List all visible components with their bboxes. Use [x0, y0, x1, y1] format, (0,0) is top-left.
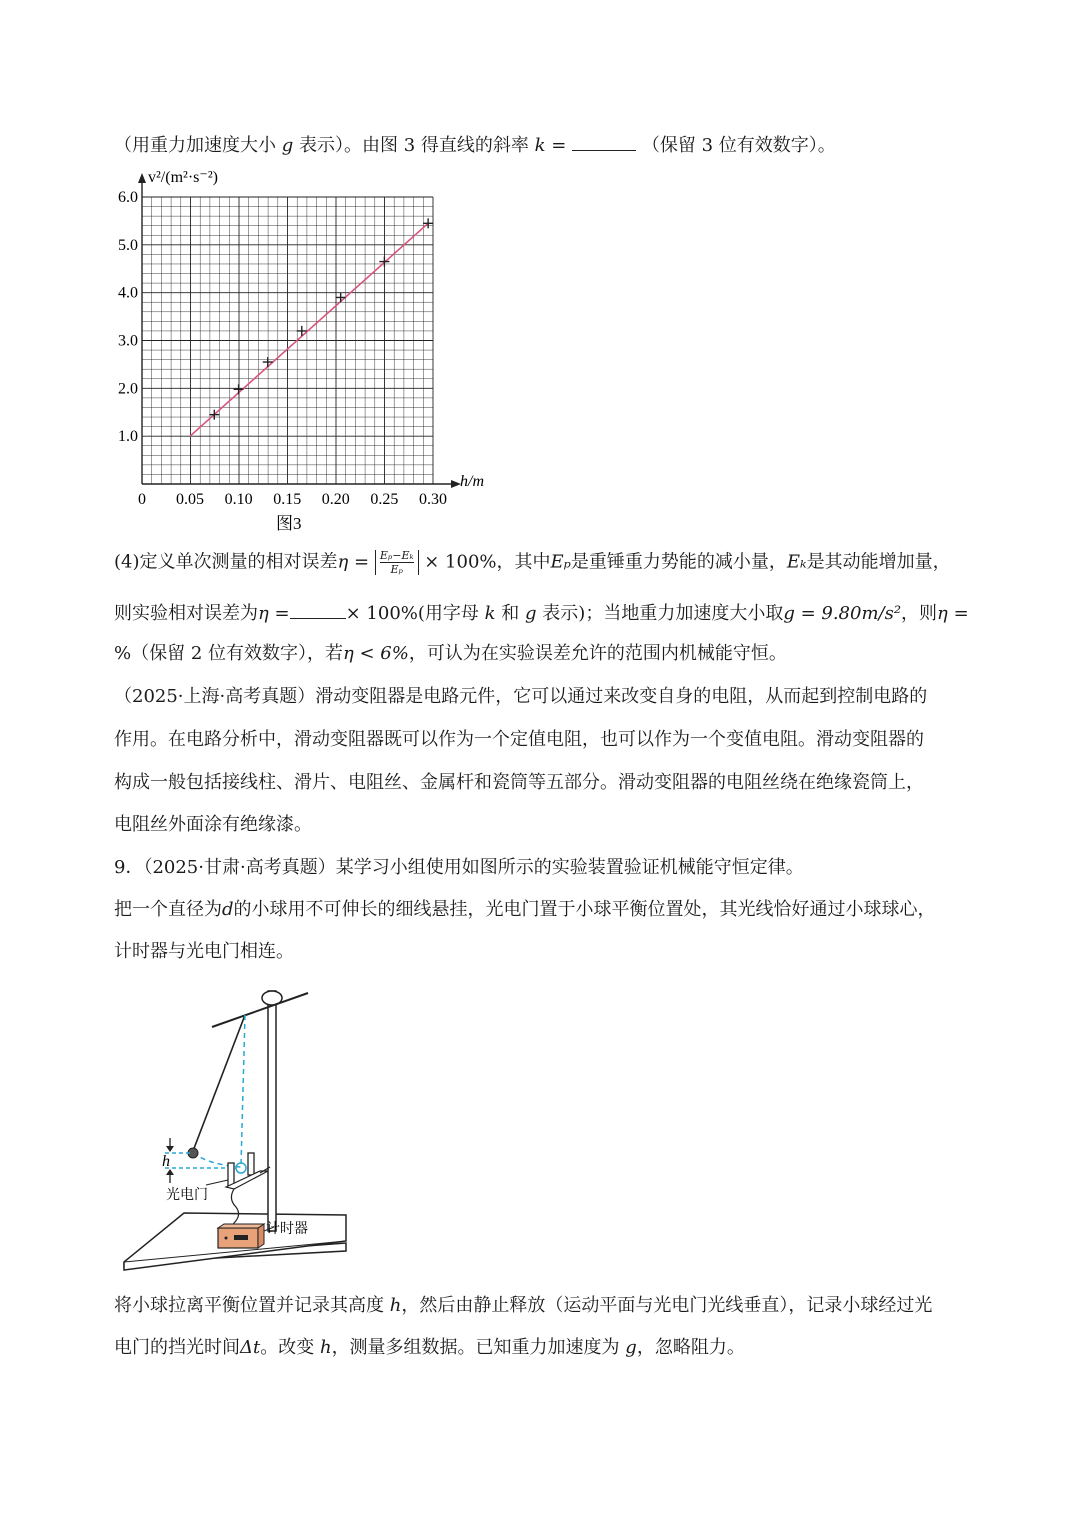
y-tick-label: 2.0	[118, 380, 138, 398]
text-segment: =	[348, 551, 375, 573]
data-point	[336, 292, 346, 302]
text-segment: ，忽略阻力。	[636, 1337, 745, 1358]
q4-line-2	[114, 600, 969, 626]
text-segment: =	[551, 135, 567, 156]
data-point	[263, 357, 273, 367]
text-segment: 把一个直径为	[114, 899, 222, 920]
text-segment: 则实验相对误差为	[114, 603, 258, 624]
symbol-dt: Δt	[240, 1337, 261, 1358]
symbol-ek: Eₖ	[786, 551, 807, 573]
text-segment: (4)定义单次测量的相对误差	[114, 551, 338, 573]
text-segment: × 100%(用字母	[345, 603, 479, 624]
data-point	[297, 326, 307, 336]
q9-line-2: 计时器与光电门相连。	[114, 941, 294, 962]
text-segment: 和	[501, 603, 520, 624]
g-value: g = 9.80m/s²	[783, 603, 902, 624]
text-segment: %（保留 2 位有效数字），若	[114, 643, 343, 664]
suspension-rod	[212, 993, 308, 1027]
y-tick-label: 6.0	[118, 189, 138, 206]
text-segment: =	[947, 603, 969, 624]
symbol-h: h	[319, 1337, 332, 1358]
y-tick-label: 4.0	[118, 284, 138, 302]
text-segment: 将小球拉离平衡位置并记录其高度	[114, 1295, 384, 1316]
text-segment: （保留 3 位有效数字）。	[641, 135, 836, 156]
equilibrium-line	[241, 1015, 245, 1165]
chart-title: 图3	[276, 514, 302, 533]
relative-error-fraction	[375, 550, 419, 575]
bottom-line-1	[114, 1294, 932, 1318]
symbol-g: g	[525, 603, 537, 624]
text-segment: ，可认为在实验误差允许的范围内机械能守恒。	[408, 643, 787, 664]
symbol-k: k	[484, 603, 496, 624]
answer-blank[interactable]	[572, 132, 636, 151]
symbol-k: k	[534, 135, 546, 156]
symbol-d: d	[222, 899, 234, 920]
q4-line-3	[114, 642, 787, 666]
text-segment: =	[268, 603, 290, 624]
ball-equilibrium	[236, 1163, 246, 1173]
q4-line-1	[114, 550, 951, 575]
q9-header: 9．（2025·甘肃·高考真题）某学习小组使用如图所示的实验装置验证机械能守恒定律。	[114, 857, 804, 878]
bottom-line-2	[114, 1336, 745, 1360]
text-segment: 是重锤重力势能的减小量，	[570, 551, 787, 573]
label-h: h	[162, 1153, 170, 1170]
fraction-denominator: Eₚ	[390, 563, 403, 576]
symbol-eta: η	[937, 603, 948, 624]
symbol-g: g	[281, 135, 294, 156]
text-segment: 表示)；当地重力加速度大小取	[542, 603, 784, 624]
answer-blank[interactable]	[290, 600, 346, 619]
x-tick-label: 0	[138, 491, 146, 508]
text-segment: ，测量多组数据。已知重力加速度为	[331, 1337, 620, 1358]
paragraph-line: （2025·上海·高考真题）滑动变阻器是电路元件，它可以通过来改变自身的电阻，从而起到控制电路的	[114, 686, 928, 707]
pendulum-string	[193, 1015, 245, 1151]
text-segment: 的小球用不可伸长的细线悬挂，光电门置于小球平衡位置处，其光线恰好通过小球球心，	[233, 899, 936, 920]
data-point	[234, 384, 244, 394]
chart-fit-line-group	[190, 223, 428, 436]
text-segment: 电门的挡光时间	[114, 1337, 240, 1358]
fit-line	[190, 223, 428, 436]
text-segment: 表示）。由图 3 得直线的斜率	[299, 135, 529, 156]
x-tick-label: 0.15	[273, 491, 302, 508]
y-tick-label: 3.0	[118, 332, 138, 350]
text-segment: ，然后由静止释放（运动平面与光电门光线垂直），记录小球经过光	[401, 1295, 933, 1316]
text-segment: × 100%，其中	[418, 551, 551, 573]
q9-line-1	[114, 898, 936, 922]
v2-h-chart	[100, 160, 520, 540]
timer-display	[234, 1235, 248, 1240]
x-tick-label: 0.25	[370, 491, 399, 508]
symbol-ep: Eₚ	[550, 551, 571, 573]
symbol-h: h	[389, 1295, 402, 1316]
paragraph-line: 电阻丝外面涂有绝缘漆。	[114, 814, 312, 835]
paragraph-line: 构成一般包括接线柱、滑片、电阻丝、金属杆和瓷筒等五部分。滑动变阻器的电阻丝绕在绝缘瓷筒上，	[114, 772, 924, 793]
condition: η < 6%	[343, 643, 409, 664]
text-segment: 是其动能增加量，	[806, 551, 951, 573]
text-segment: （用重力加速度大小	[114, 135, 276, 156]
question-text-line	[114, 132, 836, 158]
symbol-g: g	[625, 1337, 637, 1358]
chart-xlabel: h/m	[460, 473, 484, 490]
chart-grid	[142, 197, 433, 484]
x-tick-label: 0.20	[321, 491, 350, 508]
symbol-eta: η	[258, 603, 269, 624]
text-segment: ，则	[901, 603, 938, 624]
fraction-numerator: Eₚ−Eₖ	[379, 549, 414, 562]
x-tick-label: 0.30	[419, 491, 447, 508]
x-tick-label: 0.05	[176, 491, 204, 508]
gate-leader	[206, 1180, 228, 1185]
symbol-eta: η	[337, 551, 349, 573]
x-tick-label: 0.10	[224, 491, 253, 508]
apparatus-figure	[110, 975, 380, 1285]
y-tick-label: 1.0	[118, 428, 138, 446]
y-axis-arrow	[138, 173, 146, 183]
label-timer: 计时器	[266, 1222, 308, 1237]
stand-pole	[268, 991, 276, 1231]
y-tick-label: 5.0	[118, 236, 138, 254]
text-segment: 。改变	[260, 1337, 315, 1358]
paragraph-line: 作用。在电路分析中，滑动变阻器既可以作为一个定值电阻，也可以作为一个变值电阻。滑动变阻器的	[114, 729, 924, 750]
chart-ticks	[118, 189, 447, 508]
photogate-right	[248, 1153, 254, 1175]
label-photogate: 光电门	[166, 1188, 208, 1203]
chart-ylabel: v²/(m²·s⁻²)	[148, 169, 218, 186]
